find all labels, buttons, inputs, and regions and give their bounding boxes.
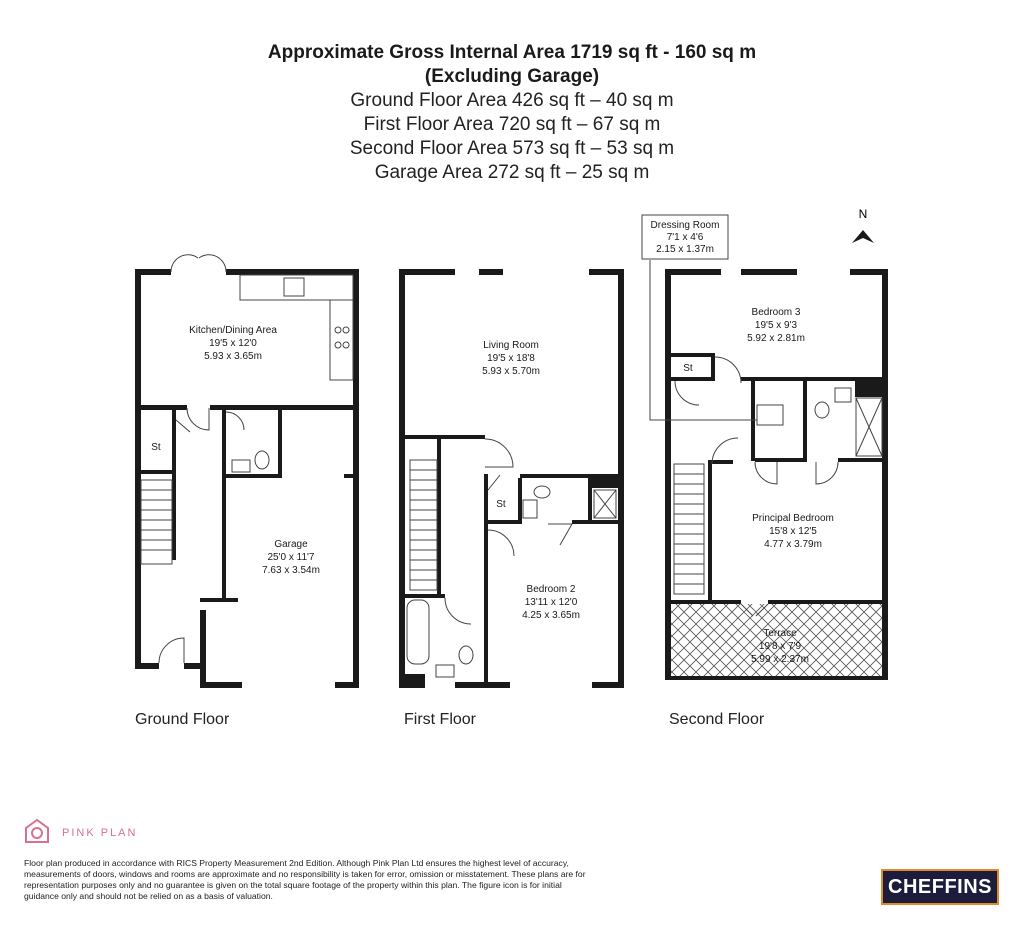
- sink: [284, 278, 304, 296]
- dressing-room-imperial: 7'1 x 4'6: [666, 232, 704, 243]
- wall: [588, 478, 592, 524]
- toilet: [815, 402, 829, 418]
- wardrobe: [757, 405, 783, 425]
- wall: [711, 460, 733, 464]
- ground-floor-plan: [135, 255, 359, 688]
- wall: [882, 269, 888, 680]
- bathtub: [407, 600, 429, 664]
- wall: [399, 674, 425, 688]
- wall: [335, 682, 359, 688]
- living-room-name: Living Room: [483, 340, 539, 351]
- wall: [708, 460, 712, 600]
- door-arc: [445, 598, 471, 624]
- second-floor-plan: [642, 215, 888, 680]
- first-floor-area: First Floor Area 720 sq ft – 67 sq m: [363, 114, 661, 135]
- bedroom3-imperial: 19'5 x 9'3: [754, 320, 798, 331]
- wall: [838, 458, 888, 462]
- hob: [343, 342, 349, 348]
- wall: [135, 405, 187, 410]
- wall: [200, 610, 206, 688]
- terrace-imperial: 19'8 x 7'9: [758, 641, 802, 652]
- wall: [344, 474, 356, 478]
- wall: [751, 381, 755, 461]
- second-floor-label: Second Floor: [669, 711, 765, 728]
- wall: [855, 377, 888, 397]
- bedroom3-name: Bedroom 3: [751, 307, 801, 318]
- compass-label: N: [858, 207, 868, 221]
- cheffins-logo: CHEFFINS: [881, 869, 999, 905]
- basin: [523, 500, 537, 518]
- kitchen-counter: [330, 300, 353, 380]
- wall: [210, 405, 359, 410]
- wall: [592, 478, 618, 488]
- door-arc: [187, 408, 209, 430]
- door-leaf: [176, 420, 190, 432]
- shower-tray: [594, 490, 616, 518]
- logo-text: PINK PLAN: [62, 827, 138, 839]
- wall: [484, 520, 520, 524]
- wall: [671, 377, 711, 381]
- dressing-room-metric: 2.15 x 1.37m: [656, 244, 714, 255]
- hob: [335, 327, 341, 333]
- bedroom2-imperial: 13'11 x 12'0: [524, 597, 578, 608]
- wall: [665, 600, 741, 604]
- wall: [135, 663, 159, 669]
- terrace-name: Terrace: [763, 628, 797, 639]
- toilet: [255, 451, 269, 469]
- wall: [437, 439, 441, 594]
- door-arc: [715, 357, 741, 383]
- disclaimer: Floor plan produced in accordance with RICS Property Measurement 2nd Edition. Although Pink Plan Ltd ensures the highest level of accuracy, measurements of doors, windows and rooms are approximate and no responsibility is taken for error, omission or misstatement. These plans are for representation purposes only and no guarantee is given on the total square footage of the property within this plan. The figure icon is for initial guidance only and should not be relied on as a basis of valuation.: [24, 858, 586, 901]
- wall: [665, 269, 671, 680]
- wall: [592, 682, 624, 688]
- wall: [572, 520, 618, 524]
- door-arc: [485, 439, 513, 467]
- wall: [741, 269, 797, 275]
- living-room-metric: 5.93 x 5.70m: [482, 366, 540, 377]
- area-subtitle: (Excluding Garage): [424, 66, 600, 87]
- wall: [455, 682, 510, 688]
- bedroom2-name: Bedroom 2: [526, 584, 576, 595]
- second-floor-area: Second Floor Area 573 sq ft – 53 sq m: [349, 138, 675, 159]
- store-name: St: [151, 442, 161, 453]
- wall: [399, 269, 405, 688]
- staircase: [141, 480, 172, 564]
- wall: [222, 410, 226, 600]
- door-leaf: [548, 524, 572, 545]
- dressing-room-name: Dressing Room: [650, 220, 720, 231]
- principal-bedroom-metric: 4.77 x 3.79m: [764, 539, 822, 550]
- wall: [200, 598, 238, 602]
- door-arc: [675, 381, 699, 405]
- shower-tray: [856, 398, 882, 456]
- first-floor-plan: [399, 269, 624, 688]
- wall: [405, 594, 445, 598]
- staircase: [674, 464, 704, 594]
- terrace-hatch: [671, 604, 882, 676]
- kitchen-imperial: 19'5 x 12'0: [209, 338, 257, 349]
- door-arc: [159, 638, 184, 663]
- garage-area: Garage Area 272 sq ft – 25 sq m: [374, 162, 650, 183]
- door-arc: [755, 462, 777, 484]
- wall: [135, 269, 141, 669]
- wall: [671, 353, 715, 357]
- wall: [405, 435, 485, 439]
- area-title: Approximate Gross Internal Area 1719 sq ft - 160 sq m: [267, 42, 757, 63]
- bedroom3-metric: 5.92 x 2.81m: [747, 333, 805, 344]
- ground-floor-label: Ground Floor: [135, 711, 230, 728]
- wall: [278, 410, 282, 476]
- wall: [172, 410, 176, 560]
- wall: [135, 470, 175, 474]
- ground-floor-area: Ground Floor Area 426 sq ft – 40 sq m: [350, 90, 674, 111]
- basin: [232, 460, 250, 472]
- door-arc: [816, 462, 838, 484]
- toilet: [459, 646, 473, 664]
- wall: [618, 269, 624, 688]
- wall: [479, 269, 503, 275]
- wall: [803, 381, 807, 461]
- terrace-metric: 5.99 x 2.37m: [751, 654, 809, 665]
- staircase: [410, 460, 437, 590]
- wall: [484, 474, 488, 684]
- kitchen-name: Kitchen/Dining Area: [189, 325, 277, 336]
- bedroom2-metric: 4.25 x 3.65m: [522, 610, 580, 621]
- store-name: St: [683, 363, 693, 374]
- door-leaf: [488, 475, 500, 490]
- french-door-arc: [171, 255, 226, 272]
- basin: [436, 665, 454, 677]
- first-floor-label: First Floor: [404, 711, 476, 728]
- wall: [518, 478, 522, 524]
- wall: [222, 474, 282, 478]
- wall: [665, 269, 721, 275]
- hob: [343, 327, 349, 333]
- garage-name: Garage: [274, 539, 308, 550]
- principal-bedroom-name: Principal Bedroom: [752, 513, 834, 524]
- door-arc: [226, 412, 244, 430]
- garage-metric: 7.63 x 3.54m: [262, 565, 320, 576]
- door-arc: [488, 530, 514, 556]
- wall: [226, 269, 359, 275]
- garage-imperial: 25'0 x 11'7: [267, 552, 315, 563]
- wall: [399, 269, 455, 275]
- wall: [665, 676, 888, 680]
- store-name: St: [496, 499, 506, 510]
- hob: [335, 342, 341, 348]
- pink-plan-logo-icon: [26, 820, 48, 842]
- kitchen-metric: 5.93 x 3.65m: [204, 351, 262, 362]
- wall: [200, 682, 242, 688]
- wall: [353, 269, 359, 688]
- principal-bedroom-imperial: 15'8 x 12'5: [769, 526, 817, 537]
- living-room-imperial: 19'5 x 18'8: [487, 353, 535, 364]
- basin: [835, 388, 851, 402]
- wall: [755, 458, 807, 462]
- wall: [520, 474, 618, 478]
- wall: [768, 600, 888, 604]
- wall: [711, 353, 715, 381]
- north-arrow-icon: [852, 207, 874, 243]
- toilet: [534, 486, 550, 498]
